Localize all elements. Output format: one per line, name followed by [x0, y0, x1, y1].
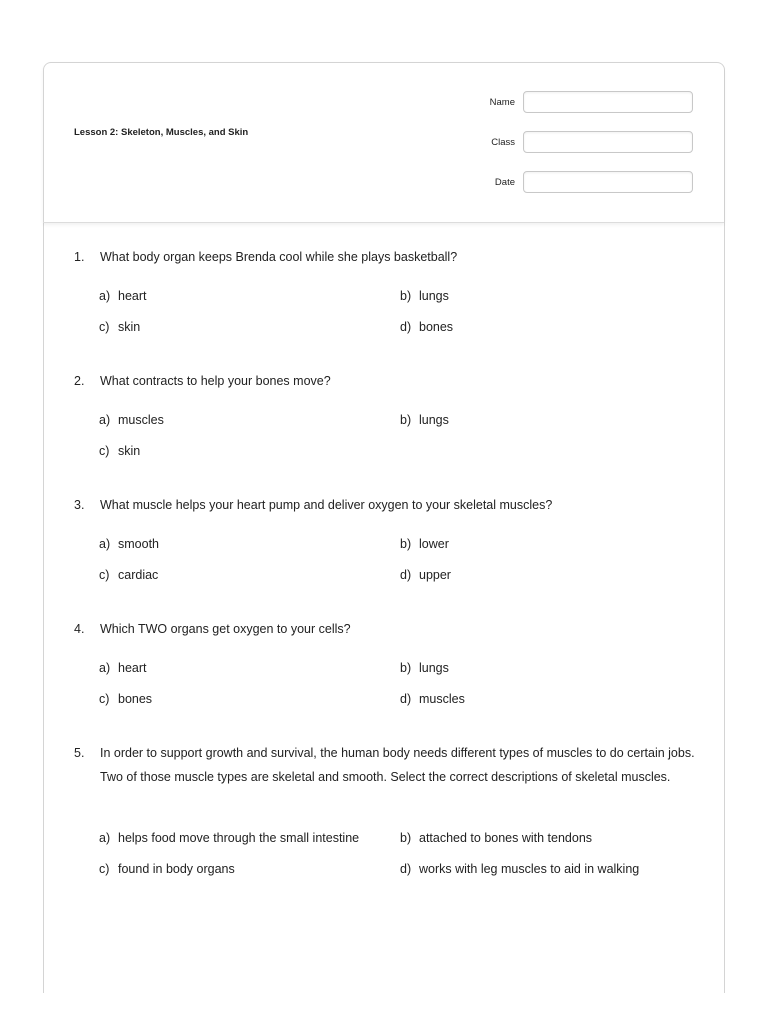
option-text: lungs: [419, 413, 449, 427]
option-1b[interactable]: [400, 288, 449, 304]
option-letter: c): [99, 862, 110, 876]
option-4b[interactable]: [400, 660, 449, 676]
option-letter: d): [400, 568, 412, 582]
option-letter: d): [400, 320, 412, 334]
option-text: attached to bones with tendons: [419, 831, 593, 845]
question-number: 5.: [74, 746, 85, 760]
question-number: 3.: [74, 498, 85, 512]
option-letter: c): [99, 320, 110, 334]
date-label: Date: [494, 177, 515, 188]
option-4c[interactable]: [99, 691, 152, 707]
option-2c[interactable]: [99, 443, 140, 459]
question-number: 1.: [74, 250, 85, 264]
option-3c[interactable]: [99, 567, 158, 583]
option-letter: a): [99, 413, 111, 427]
question-text: What muscle helps your heart pump and deliver oxygen to your skeletal muscles?: [100, 498, 553, 512]
option-5d[interactable]: [400, 861, 639, 877]
option-letter: c): [99, 444, 110, 458]
option-3a[interactable]: [99, 536, 159, 552]
option-letter: b): [400, 831, 412, 845]
option-3d[interactable]: [400, 567, 451, 583]
option-3b[interactable]: [400, 536, 449, 552]
option-text: muscles: [118, 413, 164, 427]
option-letter: b): [400, 413, 412, 427]
class-label: Class: [491, 137, 515, 148]
option-letter: b): [400, 661, 412, 675]
option-letter: a): [99, 831, 111, 845]
option-letter: a): [99, 661, 111, 675]
option-text: lungs: [419, 661, 449, 675]
option-text: lungs: [419, 289, 449, 303]
question-text: What body organ keeps Brenda cool while she plays basketball?: [100, 250, 458, 264]
option-letter: c): [99, 568, 110, 582]
option-text: bones: [118, 692, 153, 706]
option-text: skin: [118, 320, 141, 334]
option-4a[interactable]: [99, 660, 147, 676]
name-label: Name: [489, 97, 515, 108]
option-letter: a): [99, 537, 111, 551]
option-text: cardiac: [118, 568, 159, 582]
option-text: lower: [419, 537, 449, 551]
option-1c[interactable]: [99, 319, 140, 335]
name-field[interactable]: [523, 91, 693, 113]
option-letter: b): [400, 537, 412, 551]
option-5c[interactable]: [99, 861, 235, 877]
option-text: smooth: [118, 537, 159, 551]
option-letter: d): [400, 692, 412, 706]
option-letter: d): [400, 862, 412, 876]
option-text: bones: [419, 320, 454, 334]
lesson-title: Lesson 2: Skeleton, Muscles, and Skin: [74, 127, 249, 138]
class-field[interactable]: [523, 131, 693, 153]
option-letter: a): [99, 289, 111, 303]
option-text: skin: [118, 444, 141, 458]
option-4d[interactable]: [400, 691, 465, 707]
question-text: In order to support growth and survival, the human body needs different types of muscles to do certain jobs. Two of those muscle types are skeletal and smooth. Select the correct descriptions of skeletal muscles.: [100, 746, 695, 784]
question-number: 2.: [74, 374, 85, 388]
question-text: Which TWO organs get oxygen to your cells?: [100, 622, 351, 636]
option-1d[interactable]: [400, 319, 453, 335]
option-5b[interactable]: [400, 830, 592, 846]
option-5a[interactable]: [99, 830, 359, 846]
date-field[interactable]: [523, 171, 693, 193]
option-text: helps food move through the small intestine: [118, 831, 360, 845]
option-text: muscles: [419, 692, 465, 706]
question-number: 4.: [74, 622, 85, 636]
option-letter: b): [400, 289, 412, 303]
option-text: found in body organs: [118, 862, 235, 876]
option-text: heart: [118, 289, 147, 303]
question-text: What contracts to help your bones move?: [100, 374, 331, 388]
option-2b[interactable]: [400, 412, 449, 428]
option-text: works with leg muscles to aid in walking: [419, 862, 640, 876]
option-2a[interactable]: [99, 412, 164, 428]
option-text: upper: [419, 568, 451, 582]
option-text: heart: [118, 661, 147, 675]
option-1a[interactable]: [99, 288, 147, 304]
option-letter: c): [99, 692, 110, 706]
